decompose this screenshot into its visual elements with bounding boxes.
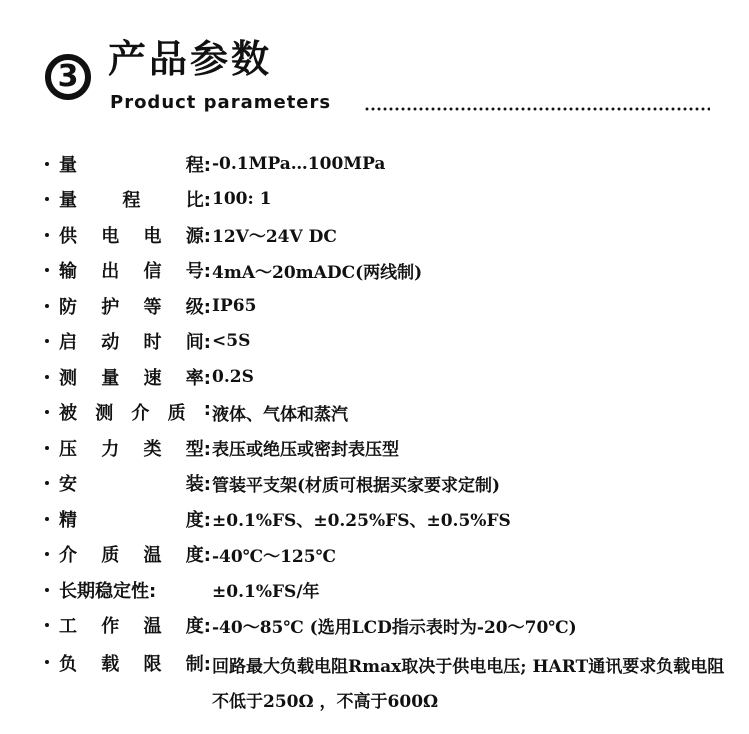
spec-label-part: 测 [95, 403, 114, 425]
bullet-dot-icon [45, 162, 49, 166]
spec-label-part: 温 [143, 616, 162, 638]
spec-label-part: 比: [185, 190, 211, 212]
spec-value: 表压或绝压或密封表压型 [212, 440, 399, 461]
spec-row [45, 608, 725, 644]
bullet-dot-icon [45, 233, 49, 237]
spec-value: ±0.1%FS/年 [212, 582, 320, 603]
spec-value: 回路最大负载电阻Rmax取决于供电电压; HART通讯要求负载电阻不低于250Ω ，不高于600Ω [212, 657, 725, 712]
spec-value: 12V～24V DC [212, 227, 337, 248]
bullet-dot-icon [45, 623, 49, 627]
spec-label-part: 作 [101, 616, 120, 638]
spec-label-part: 度: [185, 616, 211, 638]
spec-label [59, 328, 211, 354]
spec-label-part: 压 [59, 438, 77, 460]
spec-label-part: 供 [59, 225, 77, 247]
spec-value: 100: 1 [212, 189, 272, 210]
spec-label [59, 257, 211, 283]
spec-value: 4mA～20mADC(两线制) [212, 262, 423, 283]
spec-row [45, 466, 725, 502]
spec-row [45, 359, 725, 395]
spec-value: 0.2S [212, 366, 254, 387]
spec-label [59, 222, 211, 248]
bullet-dot-icon [45, 588, 49, 592]
spec-label-part: 电 [143, 225, 162, 247]
spec-label [59, 151, 211, 177]
spec-label [59, 470, 211, 496]
spec-label [59, 577, 211, 603]
spec-label-part: 级: [185, 296, 211, 318]
spec-label-part: 速 [143, 367, 162, 389]
spec-value: ±0.1%FS、±0.25%FS、±0.5%FS [212, 511, 511, 532]
spec-value: -40℃～125℃ [212, 546, 336, 567]
spec-label-part: 程: [185, 154, 211, 176]
spec-label [59, 650, 211, 676]
spec-label-part: 动 [101, 332, 120, 354]
bullet-dot-icon [45, 552, 49, 556]
spec-label-part: 间: [185, 332, 211, 354]
spec-label-part: 精 [59, 509, 77, 531]
spec-label-part: 型: [185, 438, 211, 460]
bullet-dot-icon [45, 481, 49, 485]
bullet-dot-icon [45, 660, 49, 664]
spec-value: -40～85℃ (选用LCD指示表时为-20～70℃) [212, 617, 577, 638]
spec-label-part: 长期稳定性: [59, 580, 157, 602]
spec-label-part: 度: [185, 545, 211, 567]
spec-label-part: 程 [122, 190, 141, 212]
spec-label-part: 源: [185, 225, 211, 247]
section-number: 3 [57, 59, 79, 94]
spec-label-part: : [203, 399, 211, 421]
spec-label-part: 时 [143, 332, 162, 354]
spec-row [45, 182, 725, 218]
spec-label-part: 装: [185, 474, 211, 496]
spec-label-part: 限 [143, 654, 162, 675]
spec-row [45, 430, 725, 466]
spec-label-part: 质 [167, 403, 186, 425]
bullet-dot-icon [45, 375, 49, 379]
spec-label [59, 541, 211, 567]
spec-label-part: 量 [59, 190, 77, 212]
section-title-cn: 产品参数 [108, 37, 273, 81]
spec-label [59, 364, 211, 390]
spec-row [45, 572, 725, 608]
spec-label-part: 力 [101, 438, 120, 460]
bullet-dot-icon [45, 304, 49, 308]
spec-label-part: 量 [101, 367, 120, 389]
spec-label-part: 安 [59, 474, 77, 496]
spec-row [45, 395, 725, 431]
spec-value: <5S [212, 331, 251, 352]
bullet-dot-icon [45, 410, 49, 414]
spec-label [59, 186, 211, 212]
spec-label [59, 399, 211, 425]
spec-label-part: 被 [59, 403, 77, 425]
spec-row [45, 217, 725, 253]
spec-label-part: 输 [59, 261, 77, 283]
spec-label-part: 载 [101, 654, 120, 675]
spec-label-part: 介 [131, 403, 150, 425]
spec-label-part: 率: [185, 367, 211, 389]
bullet-dot-icon [45, 517, 49, 521]
spec-value: 液体、气体和蒸汽 [212, 404, 348, 425]
spec-label-part: 测 [59, 367, 77, 389]
spec-label-part: 温 [143, 545, 162, 567]
spec-row [45, 253, 725, 289]
spec-label-part: 负 [59, 654, 77, 675]
spec-label-part: 质 [101, 545, 120, 567]
spec-row [45, 288, 725, 324]
spec-value: 管装平支架(材质可根据买家要求定制) [212, 475, 501, 496]
spec-label-part: 信 [143, 261, 162, 283]
spec-row [45, 643, 725, 713]
spec-label-part: 电 [101, 225, 120, 247]
spec-row [45, 324, 725, 360]
section-number-badge [45, 54, 91, 100]
spec-value: IP65 [212, 295, 257, 316]
spec-list [45, 146, 725, 713]
spec-label [59, 435, 211, 461]
spec-label-part: 防 [59, 296, 77, 318]
bullet-dot-icon [45, 268, 49, 272]
spec-label-part: 等 [143, 296, 162, 318]
dotted-divider [364, 107, 710, 111]
section-header [0, 0, 749, 140]
spec-value: -0.1MPa…100MPa [212, 153, 386, 174]
spec-label-part: 号: [185, 261, 211, 283]
spec-label-part: 类 [143, 438, 162, 460]
spec-label-part: 出 [101, 261, 120, 283]
bullet-dot-icon [45, 446, 49, 450]
section-title-en: Product parameters [110, 92, 332, 113]
spec-label-part: 度: [185, 509, 211, 531]
spec-row [45, 146, 725, 182]
spec-label [59, 612, 211, 638]
spec-label-part: 启 [59, 332, 77, 354]
spec-label-part: 量 [59, 154, 77, 176]
spec-label-part: 制: [185, 654, 211, 675]
spec-label [59, 293, 211, 319]
spec-row [45, 537, 725, 573]
spec-label-part: 工 [59, 616, 77, 638]
spec-label-part: 介 [59, 545, 77, 567]
spec-label-part: 护 [101, 296, 120, 318]
spec-label [59, 506, 211, 532]
bullet-dot-icon [45, 197, 49, 201]
spec-row [45, 501, 725, 537]
bullet-dot-icon [45, 339, 49, 343]
